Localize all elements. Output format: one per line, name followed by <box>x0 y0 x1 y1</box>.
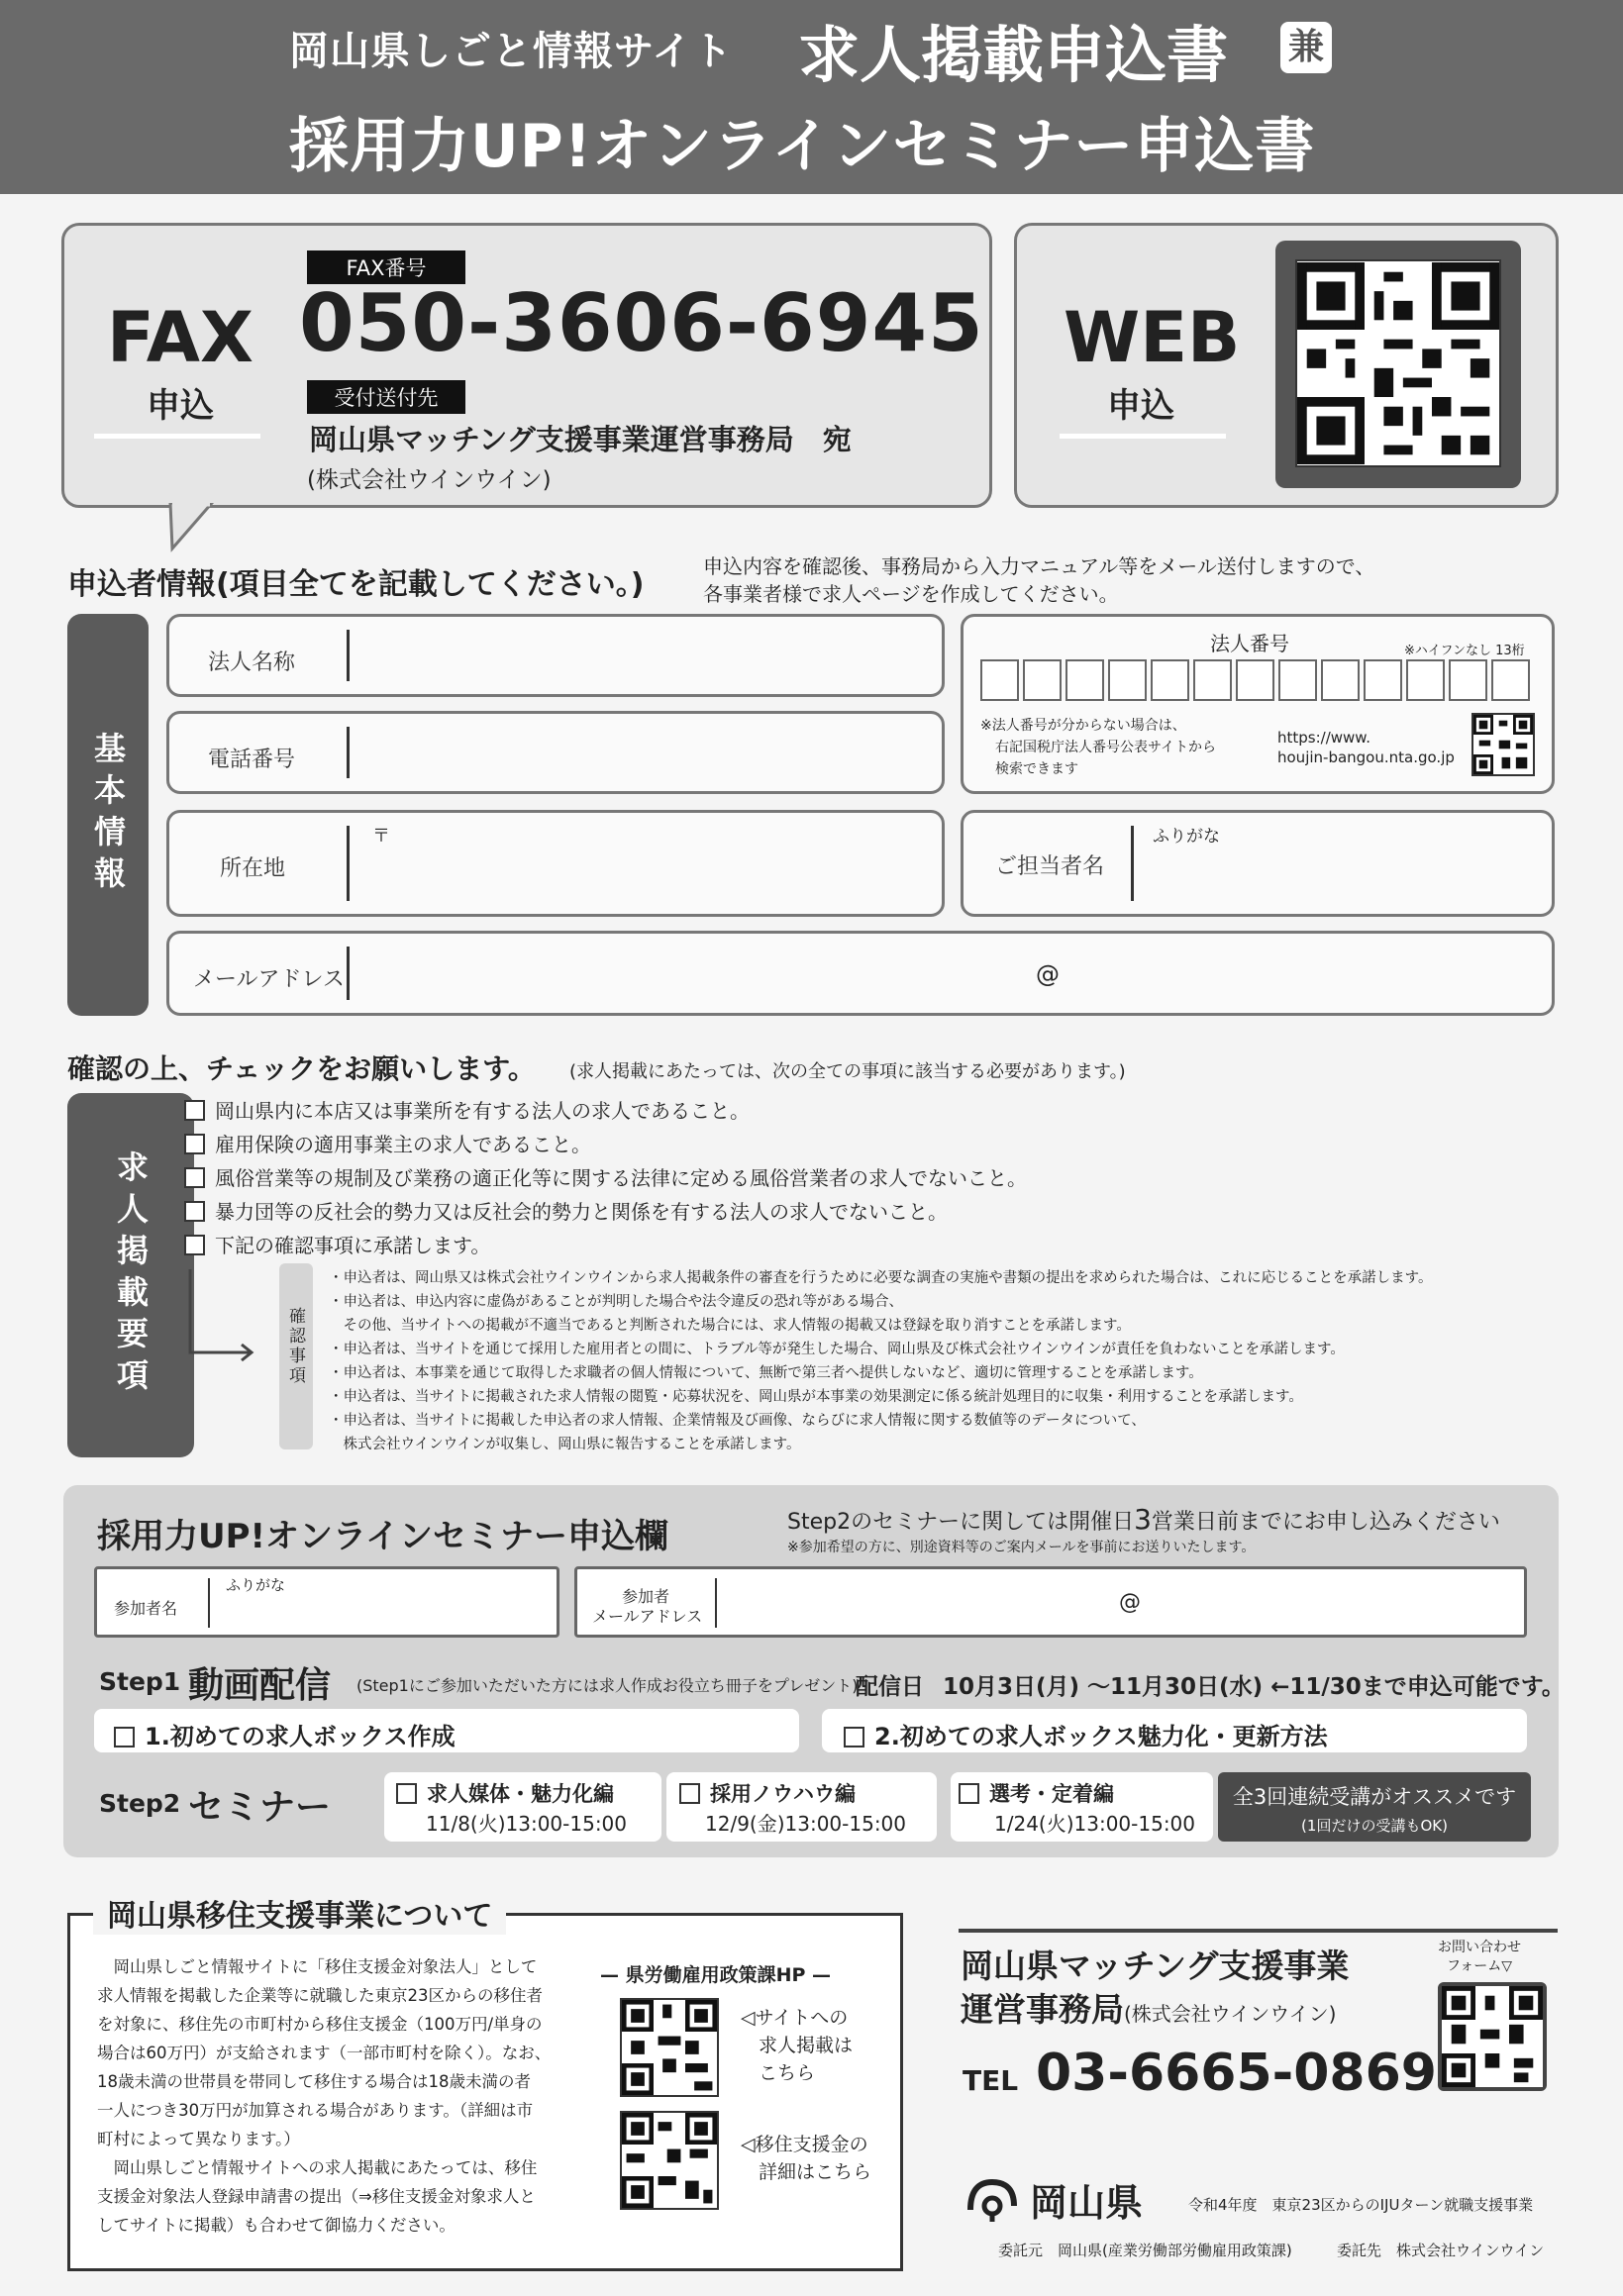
fax-number-label: FAX番号 <box>307 250 465 284</box>
confirm-item: ・申込者は、申込内容に虚偽があることが判明した場合や法令違反の恐れ等がある場合、 <box>329 1294 903 1310</box>
confirm-item: 株式会社ウインウインが収集し、岡山県に報告することを承諾します。 <box>329 1437 801 1452</box>
confirm-item: ・申込者は、本事業を通じて取得した求職者の個人情報について、無断で第三者へ提供しないなど、適切に管理することを承諾します。 <box>329 1365 1203 1381</box>
form-title: 求人掲載申込書 <box>798 19 1229 91</box>
footer-contractor: 委託先 株式会社ウインウイン <box>1337 2242 1545 2259</box>
corp-number-digit[interactable] <box>980 659 1019 701</box>
requirement-2[interactable]: 雇用保険の適用事業主の求人であること。 <box>184 1129 591 1157</box>
corp-number-help-1: ※法人番号が分からない場合は、 <box>980 718 1186 734</box>
confirm-item: ・申込者は、当サイトに掲載された求人情報の閲覧・応募状況を、岡山県が本事業の効果測定に係る統計処理目的に収集・利用することを承諾します。 <box>329 1389 1303 1405</box>
contact-form-label: お問い合わせ フォーム▽ <box>1438 1940 1521 1974</box>
corp-number-help-2: 右記国税庁法人番号公表サイトから <box>995 740 1217 755</box>
checkbox[interactable] <box>959 1783 979 1804</box>
step1-dates: 10月3日(月) ～11月30日(水) ←11/30まで申込可能です。 <box>943 1674 1565 1700</box>
applicant-heading: 申込者情報(項目全てを記載してください。) <box>67 567 645 602</box>
applicant-note-1: 申込内容を確認後、事務局から入力マニュアル等をメール送付しますので、 <box>703 554 1375 578</box>
requirement-4[interactable]: 暴力団等の反社会的勢力又は反社会的勢力と関係を有する法人の求人でないこと。 <box>184 1196 948 1225</box>
form-subtitle: 採用力UP!オンラインセミナー申込書 <box>289 112 1316 181</box>
step2-title: セミナー <box>188 1787 332 1828</box>
participant-email-label-1: 参加者 <box>622 1587 670 1606</box>
tel-number: 03-6665-0869 <box>1036 2044 1437 2103</box>
corp-number-label: 法人番号 <box>1210 632 1289 655</box>
tel-label: TEL <box>963 2064 1019 2097</box>
step1-note: (Step1にご参加いただいた方には求人作成お役立ち冊子をプレゼント) <box>356 1676 859 1695</box>
hp-label: — 県労働雇用政策課HP — <box>600 1964 832 1986</box>
fax-dest-label: 受付送付先 <box>307 380 465 414</box>
corp-number-digit[interactable] <box>1151 659 1189 701</box>
speech-tail-icon <box>168 503 218 552</box>
migration-body: 岡山県しごと情報サイトに「移住支援金対象法人」として 求人情報を掲載した企業等に就職した東京23区からの移住者 を対象に、移住先の市町村から移住支援金（100万円/単身の 場合は60万円）が支給されます（一部市町村を除く）。なお、 18歳未満の世帯員を帯同して移住する場合は18歳未満の者 一人につき30万円が加算される場合があります。（詳細は市 町村によって異なります。） 岡山県しごと情報サイトへの求人掲載にあたっては、移住 支援金対象法人登録申請書の提出（⇒移住支援金対象求人と してサイトに掲載）も合わせて御協力ください。 <box>97 1957 552 2235</box>
corp-number-digit[interactable] <box>1278 659 1317 701</box>
step2-option-1-title[interactable]: 求人媒体・魅力化編 <box>396 1778 614 1808</box>
checkbox[interactable] <box>184 1201 205 1222</box>
field-divider <box>347 826 350 901</box>
seminar-note: ※参加希望の方に、別途資料等のご案内メールを事前にお送りいたします。 <box>787 1540 1256 1555</box>
fax-number: 050-3606-6945 <box>299 277 984 369</box>
participant-email-at: @ <box>1119 1590 1141 1615</box>
step2-option-2-date: 12/9(金)13:00-15:00 <box>705 1812 907 1836</box>
step1-option-2-label[interactable]: 2.初めての求人ボックス魅力化・更新方法 <box>844 1717 1328 1751</box>
field-divider <box>715 1578 717 1628</box>
participant-email-field[interactable] <box>574 1566 1527 1638</box>
checkbox[interactable] <box>679 1783 700 1804</box>
step2-option-1-date: 11/8(火)13:00-15:00 <box>426 1812 628 1836</box>
fax-label-sub: 申込 <box>147 386 214 426</box>
contact-form-qr-code-icon[interactable] <box>1438 1982 1547 2091</box>
migration-heading: 岡山県移住支援事業について <box>93 1891 506 1935</box>
field-divider <box>347 947 350 1000</box>
corp-number-digit[interactable] <box>1023 659 1062 701</box>
contact-org: 岡山県マッチング支援事業 運営事務局(株式会社ウインウイン) <box>961 1947 1350 2029</box>
check-heading-note: (求人掲載にあたっては、次の全ての事項に該当する必要があります。) <box>569 1061 1126 1082</box>
check-heading: 確認の上、チェックをお願いします。 <box>67 1052 536 1085</box>
corp-url-2: houjin-bangou.nta.go.jp <box>1277 749 1455 766</box>
confirm-item: ・申込者は、当サイトを通じて採用した雇用者との間に、トラブル等が発生した場合、岡山県及び株式会社ウインウインが責任を負わないことを承諾します。 <box>329 1342 1345 1357</box>
seminar-heading: 採用力UP!オンラインセミナー申込欄 <box>97 1517 669 1556</box>
applicant-note-2: 各事業者様で求人ページを作成してください。 <box>703 582 1119 606</box>
link2-text: ◁移住支援金の 詳細はこちら <box>741 2134 872 2183</box>
phone-label: 電話番号 <box>208 748 296 772</box>
email-at: @ <box>1036 960 1060 988</box>
requirement-5[interactable]: 下記の確認事項に承諾します。 <box>184 1230 490 1258</box>
field-divider <box>347 727 350 778</box>
web-divider <box>1060 434 1226 439</box>
checkbox[interactable] <box>184 1134 205 1154</box>
posting-requirements-sidebar: 求人掲載要項 <box>67 1093 194 1457</box>
corp-url-1: https://www. <box>1277 729 1370 747</box>
participant-email-label-2: メールアドレス <box>592 1607 703 1626</box>
requirement-3[interactable]: 風俗営業等の規制及び業務の適正化等に関する法律に定める風俗営業者の求人でないこと。 <box>184 1162 1027 1191</box>
confirm-item: その他、当サイトへの掲載が不適当であると判断された場合には、求人情報の掲載又は登録を取り消すことを承諾します。 <box>329 1318 1131 1334</box>
recommend-badge <box>1218 1772 1531 1842</box>
okayama-pref-logo-icon <box>966 2176 1018 2222</box>
seminar-deadline: Step2のセミナーに関しては開催日3営業日前までにお申し込みください <box>787 1503 1500 1536</box>
step2-label: Step2 <box>99 1789 181 1818</box>
participant-furigana: ふりがな <box>226 1576 286 1594</box>
corp-number-digit[interactable] <box>1236 659 1274 701</box>
contact-furigana-label: ふりがな <box>1153 827 1220 847</box>
step2-option-3-date: 1/24(火)13:00-15:00 <box>994 1812 1196 1836</box>
checkbox[interactable] <box>184 1100 205 1121</box>
corp-number-digit[interactable] <box>1364 659 1402 701</box>
footer-project: 令和4年度 東京23区からのIJUターン就職支援事業 <box>1188 2196 1534 2214</box>
recommend-sub: (1回だけの受講もOK) <box>1301 1817 1448 1835</box>
field-divider <box>1131 826 1134 901</box>
participant-name-label: 参加者名 <box>114 1599 178 1618</box>
fax-dest: 岡山県マッチング支援事業運営事務局 宛 <box>309 423 852 456</box>
recommend-text: 全3回連続受講がオススメです <box>1232 1785 1517 1809</box>
corp-number-digit[interactable] <box>1193 659 1232 701</box>
email-field[interactable] <box>166 931 1555 1016</box>
corp-number-digit[interactable] <box>1406 659 1445 701</box>
confirm-item: ・申込者は、当サイトに掲載した申込者の求人情報、企業情報及び画像、ならびに求人情報に関する数値等のデータについて、 <box>329 1413 1146 1429</box>
fax-divider <box>94 434 260 439</box>
page-header <box>0 0 1623 194</box>
step1-option-1-label[interactable]: 1.初めての求人ボックス作成 <box>114 1717 456 1751</box>
corp-number-digit[interactable] <box>1449 659 1487 701</box>
web-label: WEB <box>1064 297 1241 378</box>
nta-qr-code-icon[interactable] <box>1471 713 1535 776</box>
step1-date-label: 配信日 <box>856 1674 924 1700</box>
footer-client: 委託元 岡山県(産業労働部労働雇用政策課) <box>998 2242 1292 2259</box>
site-name: 岡山県しごと情報サイト <box>289 29 734 74</box>
postal-mark: 〒 <box>372 826 390 847</box>
corp-number-digit[interactable] <box>1491 659 1530 701</box>
email-label: メールアドレス <box>193 967 345 992</box>
step1-title: 動画配信 <box>188 1665 332 1706</box>
corp-name-label: 法人名称 <box>208 650 296 675</box>
fax-label: FAX <box>107 297 254 378</box>
web-label-sub: 申込 <box>1107 386 1174 426</box>
checkbox[interactable] <box>114 1727 135 1747</box>
link1-text: ◁サイトへの 求人掲載は こちら <box>741 2007 854 2084</box>
field-divider <box>208 1578 210 1628</box>
corp-number-help-3: 検索できます <box>995 761 1078 777</box>
address-label: 所在地 <box>220 856 286 881</box>
step1-label: Step1 <box>99 1667 181 1696</box>
combined-badge: 兼 <box>1280 22 1332 73</box>
fax-company: (株式会社ウインウイン) <box>307 467 552 493</box>
contact-person-label: ご担当者名 <box>995 854 1105 879</box>
contact-divider <box>959 1929 1558 1933</box>
step2-option-3-title[interactable]: 選考・定着編 <box>959 1778 1114 1808</box>
checkbox[interactable] <box>184 1235 205 1255</box>
checkbox[interactable] <box>184 1167 205 1188</box>
checkbox[interactable] <box>396 1783 417 1804</box>
corp-number-digit[interactable] <box>1108 659 1147 701</box>
requirement-1[interactable]: 岡山県内に本店又は事業所を有する法人の求人であること。 <box>184 1095 750 1124</box>
confirm-items-label-text: 確認事項 <box>285 1307 305 1386</box>
checkbox[interactable] <box>844 1727 864 1747</box>
step2-option-2-title[interactable]: 採用ノウハウ編 <box>679 1778 856 1808</box>
confirm-item: ・申込者は、岡山県又は株式会社ウインウインから求人掲載条件の審査を行うために必要な調査の実施や書類の提出を求められた場合は、これに応じることを承諾します。 <box>329 1270 1433 1286</box>
basic-info-sidebar: 基本情報 <box>67 614 149 1016</box>
corp-number-digit[interactable] <box>1321 659 1360 701</box>
corp-number-digit[interactable] <box>1065 659 1104 701</box>
arrow-icon <box>184 1269 263 1362</box>
corp-number-note: ※ハイフンなし 13桁 <box>1404 644 1525 658</box>
field-divider <box>347 630 350 681</box>
qr-code-icon[interactable] <box>1295 259 1501 467</box>
footer-pref: 岡山県 <box>1030 2181 1144 2225</box>
subsidy-qr-code-icon[interactable] <box>620 2111 719 2210</box>
site-qr-code-icon[interactable] <box>620 1998 719 2097</box>
